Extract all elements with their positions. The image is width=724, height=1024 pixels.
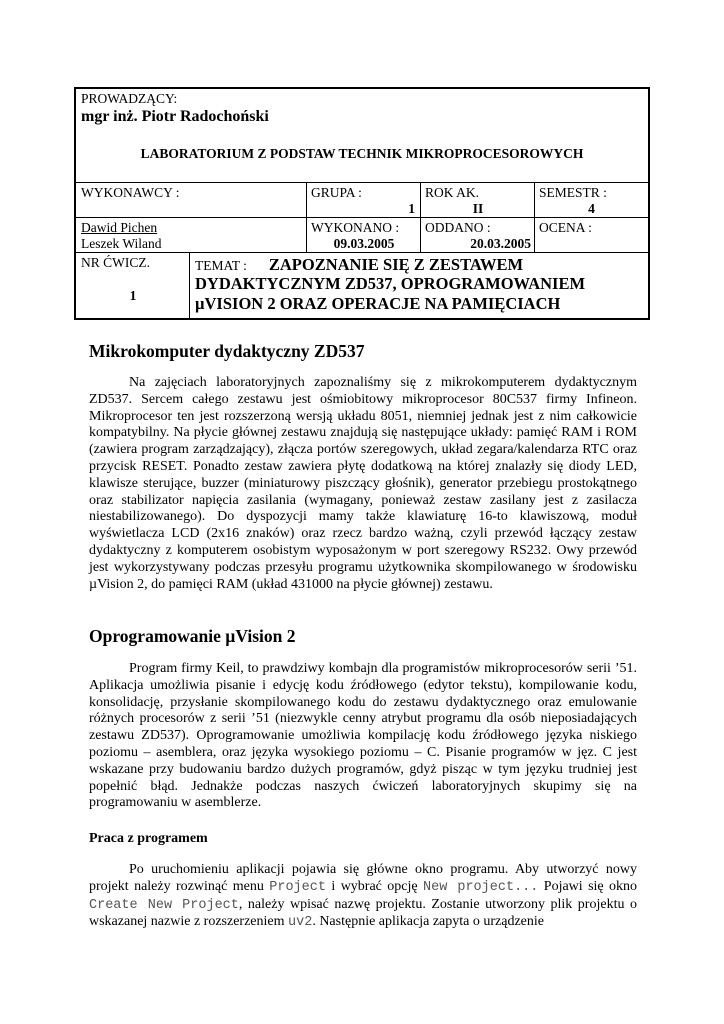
header-table (74, 87, 650, 320)
grupa-value: 1 (408, 201, 415, 216)
section-title-uvision: Oprogramowanie µVision 2 (89, 626, 296, 646)
wykonawcy-label: WYKONAWCY : (81, 185, 180, 200)
lab-title: LABORATORIUM Z PODSTAW TECHNIK MIKROPROCESOROWYCH (140, 146, 584, 161)
paragraph-zd537: Na zajęciach laboratoryjnych zapoznaliśmy się z mikrokomputerem dydaktycznym ZD537. Sercem całego zestawu jest ośmiobitowy mikroprocesor 80C537 firmy Infineon. Mikroprocesor ten jest rozszerzoną wersją układu 8051, niemniej jednak jest z nim całkowicie kompatybilny. Na płycie głównej zestawu znajdują się następujące układy: pamięć RAM i ROM (zawiera program zarządzający), złącza portów szeregowych, układ zegara/kalendarza RTC oraz przycisk RESET. Ponadto zestaw zawiera płytę dodatkową na której znalazły się diody LED, klawisze sterujące, buzzer (miniaturowy piszczący głośnik), generator przebiegu prostokątnego oraz stabilizator napięcia zasilania (wymagany, ponieważ zestaw zasilany jest z zasilacza niestabilizowanego). Do dyspozycji mamy także klawiaturę 16-to klawiszową, moduł wyświetlacza LCD (2x16 znaków) oraz rzecz bardzo ważną, czyli przewód łączący zestaw dydaktyczny z komputerem osobistym wyposażonym w port szeregowy RS232. Owy przewód jest wykorzystywany podczas przesyłu programu użytkownika skompilowanego w środowisku µVision 2, do pamięci RAM (układ 431000 na płycie głównej) zestawu. (89, 375, 637, 592)
temat-label: TEMAT : (195, 258, 247, 273)
wykonawcy-cell (76, 183, 307, 218)
section-title-zd537: Mikrokomputer dydaktyczny ZD537 (89, 341, 365, 361)
students-cell (76, 218, 307, 253)
semestr-value: 4 (588, 201, 595, 216)
oddano-value: 20.03.2005 (470, 236, 531, 251)
text-part-e: . Następnie aplikacja zapyta o urządzenie (312, 914, 544, 930)
section-praca-body (89, 862, 637, 932)
grupa-label: GRUPA : (311, 185, 362, 200)
code-new-project: New project... (423, 879, 539, 895)
wykonano-cell (307, 218, 421, 253)
temat-cell (190, 253, 648, 318)
ocena-cell (535, 218, 648, 253)
semestr-cell (535, 183, 648, 218)
student-1: Dawid Pichen (81, 220, 158, 235)
nr-cwicz-value: 1 (129, 288, 137, 303)
text-part-b: i wybrać opcję (331, 878, 418, 894)
header-instructor-cell (76, 89, 648, 183)
nr-cwicz-cell (76, 253, 190, 318)
oddano-label: ODDANO : (425, 220, 491, 235)
wykonano-value: 09.03.2005 (333, 236, 395, 251)
prowadzacy-name: mgr inż. Piotr Radochoński (81, 108, 269, 125)
prowadzacy-label: PROWADZĄCY: (81, 91, 178, 106)
temat-line-1: ZAPOZNANIE SIĘ Z ZESTAWEM (268, 255, 524, 274)
temat-line-2: DYDAKTYCZNYM ZD537, OPROGRAMOWANIEM (195, 274, 586, 293)
rok-value: II (472, 201, 484, 216)
grupa-cell (307, 183, 421, 218)
rok-label: ROK AK. (425, 185, 480, 200)
section-uvision-body (89, 661, 637, 812)
semestr-label: SEMESTR : (539, 185, 607, 200)
text-part-d: , należy wpisać nazwę projektu. Zostanie utworzony plik projektu o wskazanej nazwie z rozszerzeniem (89, 896, 637, 930)
section-zd537-body (89, 375, 637, 593)
student-2: Leszek Wiland (81, 236, 162, 251)
text-part-c: Pojawi się okno (543, 878, 638, 894)
rok-cell (421, 183, 535, 218)
code-uv2: uv2 (288, 915, 313, 931)
nr-cwicz-label: NR ĆWICZ. (81, 255, 150, 270)
text-part-a: Po uruchomieniu aplikacji pojawia się główne okno programu. Aby utworzyć nowy projekt należy rozwinąć menu (89, 862, 637, 894)
code-project-menu: Project (269, 879, 326, 895)
code-create-new-project: Create New Project (89, 897, 239, 913)
ocena-label: OCENA : (539, 220, 592, 235)
paragraph-uvision: Program firmy Keil, to prawdziwy kombajn dla programistów mikroprocesorów serii ’51. Aplikacja umożliwia pisanie i edycję kodu źródłowego (edytor tekstu), kompilowanie kodu, konsolidację, przysłanie skompilowanego kodu do zestawu dydaktycznego oraz emulowanie różnych procesorów z serii ’51 (niezwykle cenny atrybut programu dla osób nieposiadających zestawu ZD537). Oprogramowanie umożliwia kompilację kodu źródłowego języka niskiego poziomu – asemblera, oraz języka wysokiego poziomu – C. Pisanie programów w jęz. C jest wskazane przy budowaniu bardzo dużych programów, gdyż pisząc w tym języku trudniej jest popełnić błąd. Jednakże podczas naszych ćwiczeń laboratoryjnych skupimy się na programowaniu w asemblerze. (89, 661, 637, 811)
section-title-praca: Praca z programem (89, 831, 208, 846)
wykonano-label: WYKONANO : (311, 220, 400, 235)
paragraph-praca (89, 862, 637, 932)
temat-line-3: µVISION 2 ORAZ OPERACJE NA PAMIĘCIACH (195, 294, 561, 313)
oddano-cell (421, 218, 535, 253)
